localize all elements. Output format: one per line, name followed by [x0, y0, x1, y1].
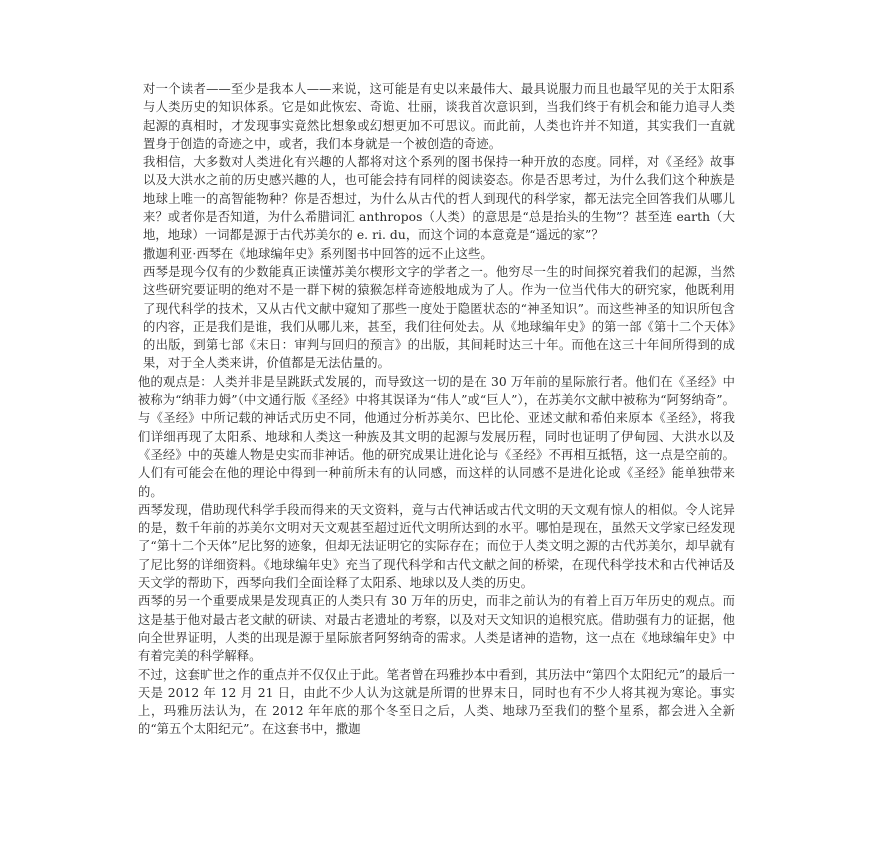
paragraph-3: 撒迦利亚·西琴在《地球编年史》系列图书中回答的远不止这些。 — [143, 246, 493, 261]
body-text — [138, 80, 735, 739]
paragraph-4: 西琴是现今仅有的少数能真正读懂苏美尔楔形文字的学者之一。他穷尽一生的时间探究着我们的起源，当然这些研究要证明的绝对不是一群下树的猿猴怎样奇迹般地成为了人。作为一位当代伟大的研究家，他既利用了现代科学的技术，又从古代文献中窥知了那些一度处于隐匿状态的“神圣知识”。而这些神圣的知识所包含的内容，正是我们是谁，我们从哪儿来，甚至，我们往何处去。从《地球编年史》的第一部《第十二个天体》的出版，到第七部《末日：审判与回归的预言》的出版，其间耗时达三十年。而他在这三十年间所得到的成果，对于全人类来讲，价值都是无法估量的。 — [143, 264, 735, 371]
paragraph-7: 西琴的另一个重要成果是发现真正的人类只有 30 万年的历史，而非之前认为的有着上百万年历史的观点。而这是基于他对最古老文献的研读、对最古老遗址的考察，以及对天文知识的追根究底。借助强有力的证据，他向全世界证明，人类的出现是源于星际旅者阿努纳奇的需求。人类是诸神的造物，这一点在《地球编年史》中有着完美的科学解释。 — [138, 594, 735, 664]
paragraph-2: 我相信，大多数对人类进化有兴趣的人都将对这个系列的图书保持一种开放的态度。同样，对《圣经》故事以及大洪水之前的历史感兴趣的人，也可能会持有同样的阅读姿态。你是否思考过，为什么我们这个种族是地球上唯一的高智能物种？你是否想过，为什么从古代的哲人到现代的科学家，都无法完全回答我们从哪儿来？或者你是否知道，为什么希腊词汇 anthropos（人类）的意思是“总是抬头的生物”？甚至连 earth（大地，地球）一词都是源于古代苏美尔的 e. ri. du，而这个词的本意竟是“遥远的家”？ — [143, 155, 735, 243]
paragraph-6: 西琴发现，借助现代科学手段而得来的天文资料，竟与古代神话或古代文明的天文观有惊人的相似。令人诧异的是，数千年前的苏美尔文明对天文观甚至超过近代文明所达到的水平。哪怕是现在，虽然天文学家已经发现了“第十二个天体”尼比努的迹象，但却无法证明它的实际存在；而位于人类文明之源的古代苏美尔，却早就有了尼比努的详细资料。《地球编年史》充当了现代科学和古代文献之间的桥梁，在现代科学技术和古代神话及天文学的帮助下，西琴向我们全面诠释了太阳系、地球以及人类的历史。 — [138, 502, 735, 591]
paragraph-1: 对一个读者——至少是我本人——来说，这可能是有史以来最伟大、最具说服力而且也最罕见的关于太阳系与人类历史的知识体系。它是如此恢宏、奇诡、壮丽，谈我首次意识到，当我们终于有机会和能力追寻人类起源的真相时，才发现事实竟然比想象或幻想更加不可思议。而此前，人类也许并不知道，其实我们一直就置身于创造的奇迹之中，或者，我们本身就是一个被创造的奇迹。 — [143, 82, 735, 151]
paragraph-8: 不过，这套旷世之作的重点并不仅仅止于此。笔者曾在玛雅抄本中看到，其历法中“第四个太阳纪元”的最后一天是 2012 年 12 月 21 日，由此不少人认为这就是所谓的世界末日，同时也有不少人将其视为寒论。事实上，玛雅历法认为，在 2012 年年底的那个冬至日之后，人类、地球乃至我们的整个星系，都会进入全新的“第五个太阳纪元”。在这套书中，撒迦 — [138, 667, 735, 737]
paragraph-5: 他的观点是：人类并非是呈跳跃式发展的，而导致这一切的是在 30 万年前的星际旅行者。他们在《圣经》中被称为“纳菲力姆”（中文通行版《圣经》中将其误译为“伟人”或“巨人”），在苏美尔文献中被称为“阿努纳奇”。与《圣经》中所记载的神话式历史不同，他通过分析苏美尔、巴比伦、亚述文献和希伯来原本《圣经》，将我们详细再现了太阳系、地球和人类这一种族及其文明的起源与发展历程，同时也证明了伊甸园、大洪水以及《圣经》中的英雄人物是史实而非神话。他的研究成果让进化论与《圣经》不再相互抵牾，这一点是空前的。人们有可能会在他的理论中得到一种前所未有的认同感，而这样的认同感不是进化论或《圣经》能单独带来的。 — [138, 374, 735, 499]
